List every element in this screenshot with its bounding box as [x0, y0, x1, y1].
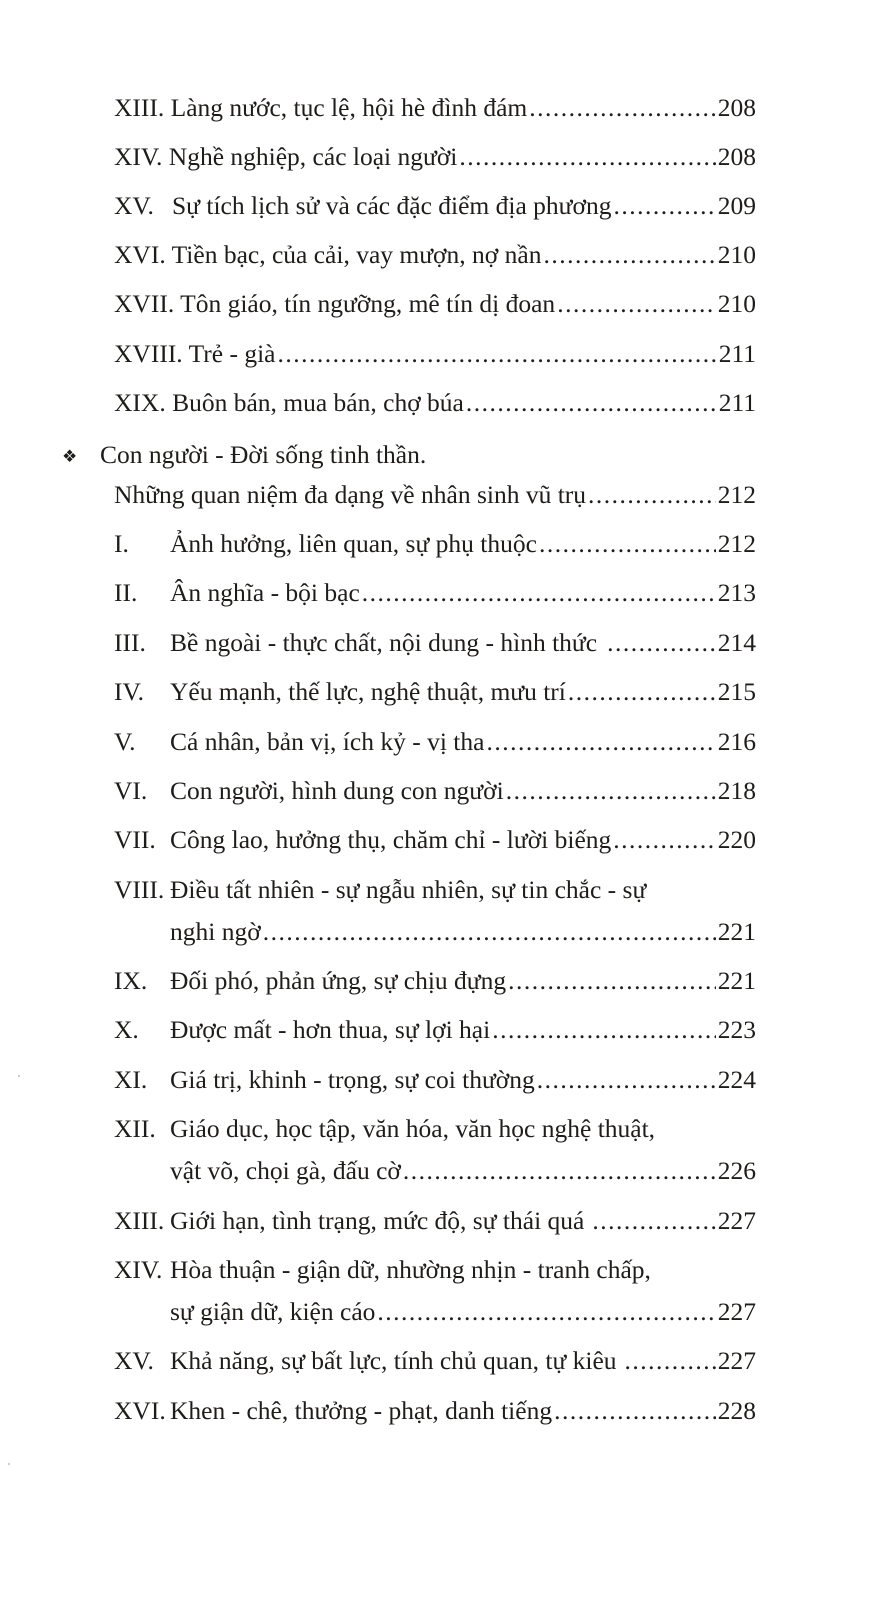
page-number: 227 [717, 1297, 756, 1326]
entry-number: XVI. [114, 1396, 166, 1425]
entry-number: I. [114, 529, 129, 558]
dot-leader [529, 88, 716, 128]
toc-entry-intro [114, 475, 756, 515]
dot-leader [568, 672, 716, 712]
toc-entry [114, 623, 756, 663]
toc-entry [114, 1201, 756, 1241]
page-number: 209 [717, 191, 756, 220]
toc-entry [114, 722, 756, 762]
dot-leader [539, 524, 716, 564]
dot-leader [588, 475, 716, 515]
entry-title-continued: vật võ, chọi gà, đấu cờ [170, 1156, 401, 1185]
dot-leader [492, 1010, 716, 1050]
toc-entry [114, 1010, 756, 1050]
entry-title: Làng nước, tục lệ, hội hè đình đám [170, 93, 528, 122]
page-number: 210 [717, 289, 756, 318]
toc-entry [114, 88, 756, 128]
entry-number: X. [114, 1015, 139, 1044]
page-number: 211 [718, 339, 756, 368]
dot-leader [459, 137, 715, 177]
entry-number: XVI. [114, 240, 166, 269]
entry-number: XIII. [114, 93, 165, 122]
scan-speck [18, 1075, 20, 1077]
toc-entry [114, 1391, 756, 1431]
toc-entry [114, 1060, 756, 1100]
page-number: 221 [717, 966, 756, 995]
dot-leader [554, 1391, 716, 1431]
page-number: 227 [717, 1206, 756, 1235]
page-number: 227 [717, 1346, 756, 1375]
entry-number: VI. [114, 776, 148, 805]
page-number: 208 [717, 142, 756, 171]
dot-leader [543, 235, 715, 275]
page-number: 208 [717, 93, 756, 122]
page-number: 213 [717, 578, 756, 607]
toc-entry [114, 771, 756, 811]
entry-title: Bề ngoài - thực chất, nội dung - hình thức [170, 628, 598, 657]
toc-entry [114, 284, 756, 324]
dot-leader [508, 961, 716, 1001]
page-number: 220 [717, 825, 756, 854]
page-number: 214 [717, 628, 756, 657]
toc-entry [114, 383, 756, 423]
entry-number: XIX. [114, 388, 166, 417]
entry-title: Giá trị, khinh - trọng, sự coi thường [170, 1065, 535, 1094]
entry-title: Giáo dục, học tập, văn hóa, văn học nghệ thuật, [170, 1114, 656, 1143]
toc-entry [114, 573, 756, 613]
entry-title: Con người, hình dung con người [170, 776, 504, 805]
toc-entry [114, 524, 756, 564]
toc-entry [114, 672, 756, 712]
entry-number: XVIII. [114, 339, 183, 368]
page-number: 212 [717, 480, 756, 509]
entry-title: Tiền bạc, của cải, vay mượn, nợ nần [171, 240, 542, 269]
toc-entry [114, 334, 756, 374]
entry-number: XIV. [114, 1255, 163, 1284]
dot-leader [592, 1201, 715, 1241]
entry-number: V. [114, 727, 136, 756]
page-number: 211 [718, 388, 756, 417]
entry-number: XI. [114, 1065, 148, 1094]
entry-title: Buôn bán, mua bán, chợ búa [172, 388, 464, 417]
entry-title: Công lao, hưởng thụ, chăm chỉ - lười biếng [170, 825, 612, 854]
entry-number: II. [114, 578, 138, 607]
toc-entry [114, 186, 756, 226]
entry-number: VII. [114, 825, 156, 854]
entry-title: Cá nhân, bản vị, ích kỷ - vị tha [170, 727, 485, 756]
entry-title: Hòa thuận - giận dữ, nhường nhịn - tranh chấp, [170, 1255, 651, 1284]
dot-leader [506, 771, 716, 811]
entry-title: Những quan niệm đa dạng về nhân sinh vũ trụ [114, 480, 587, 509]
entry-title: Trẻ - già [188, 339, 276, 368]
dot-leader [625, 1341, 716, 1381]
scan-speck [8, 1463, 10, 1465]
dot-leader [557, 284, 716, 324]
dot-leader [362, 573, 716, 613]
page-number: 226 [717, 1156, 756, 1185]
toc-entry-continuation [170, 912, 756, 952]
entry-title: Ảnh hưởng, liên quan, sự phụ thuộc [170, 529, 537, 558]
entry-number: XIV. [114, 142, 163, 171]
entry-number: IX. [114, 966, 148, 995]
toc-entry-continuation [170, 1292, 756, 1332]
toc-entry [114, 137, 756, 177]
section-heading-text: Con người - Đời sống tinh thần. [100, 440, 427, 469]
page-number: 221 [717, 917, 756, 946]
entry-number: XV. [114, 1346, 154, 1375]
page-number: 216 [717, 727, 756, 756]
entry-number: VIII. [114, 875, 165, 904]
toc-entry [114, 1341, 756, 1381]
dot-leader [278, 334, 717, 374]
entry-title-continued: sự giận dữ, kiện cáo [170, 1297, 376, 1326]
entry-title: Ân nghĩa - bội bạc [170, 578, 360, 607]
page-number: 223 [717, 1015, 756, 1044]
entry-number: XII. [114, 1114, 156, 1143]
entry-title: Khen - chê, thưởng - phạt, danh tiếng [170, 1396, 553, 1425]
page-number: 212 [717, 529, 756, 558]
toc-entry [114, 1250, 756, 1290]
entry-number: XIII. [114, 1206, 165, 1235]
entry-title: Nghề nghiệp, các loại người [168, 142, 458, 171]
toc-entry [114, 1109, 756, 1149]
dot-leader [263, 912, 716, 952]
entry-title: Sự tích lịch sử và các đặc điểm địa phương [172, 191, 612, 220]
dot-leader [377, 1292, 715, 1332]
entry-title: Được mất - hơn thua, sự lợi hại [170, 1015, 491, 1044]
page-number: 218 [717, 776, 756, 805]
entry-number: XVII. [114, 289, 175, 318]
page-number: 210 [717, 240, 756, 269]
page-number: 215 [717, 677, 756, 706]
entry-title: Tôn giáo, tín ngưỡng, mê tín dị đoan [180, 289, 556, 318]
entry-title: Điều tất nhiên - sự ngẫu nhiên, sự tin chắc - sự [170, 875, 647, 904]
dot-leader [607, 623, 716, 663]
entry-number: IV. [114, 677, 144, 706]
toc-entry [114, 961, 756, 1001]
dot-leader [537, 1060, 716, 1100]
toc-entry [114, 870, 756, 910]
page-number: 224 [717, 1065, 756, 1094]
dot-leader [613, 820, 715, 860]
entry-title-continued: nghi ngờ [170, 917, 261, 946]
dot-leader [466, 383, 717, 423]
entry-title: Khả năng, sự bất lực, tính chủ quan, tự kiêu [170, 1346, 617, 1375]
entry-title: Giới hạn, tình trạng, mức độ, sự thái quá [170, 1206, 585, 1235]
section-heading [62, 435, 426, 475]
toc-entry [114, 820, 756, 860]
diamond-bullet-icon: ❖ [62, 447, 78, 467]
toc-entry [114, 235, 756, 275]
toc-entry-continuation [170, 1151, 756, 1191]
dot-leader [486, 722, 715, 762]
dot-leader [403, 1151, 716, 1191]
entry-number: III. [114, 628, 146, 657]
entry-title: Đối phó, phản ứng, sự chịu đựng [170, 966, 507, 995]
page-number: 228 [717, 1396, 756, 1425]
entry-title: Yếu mạnh, thế lực, nghệ thuật, mưu trí [170, 677, 566, 706]
dot-leader [613, 186, 715, 226]
entry-number: XV. [114, 191, 154, 220]
